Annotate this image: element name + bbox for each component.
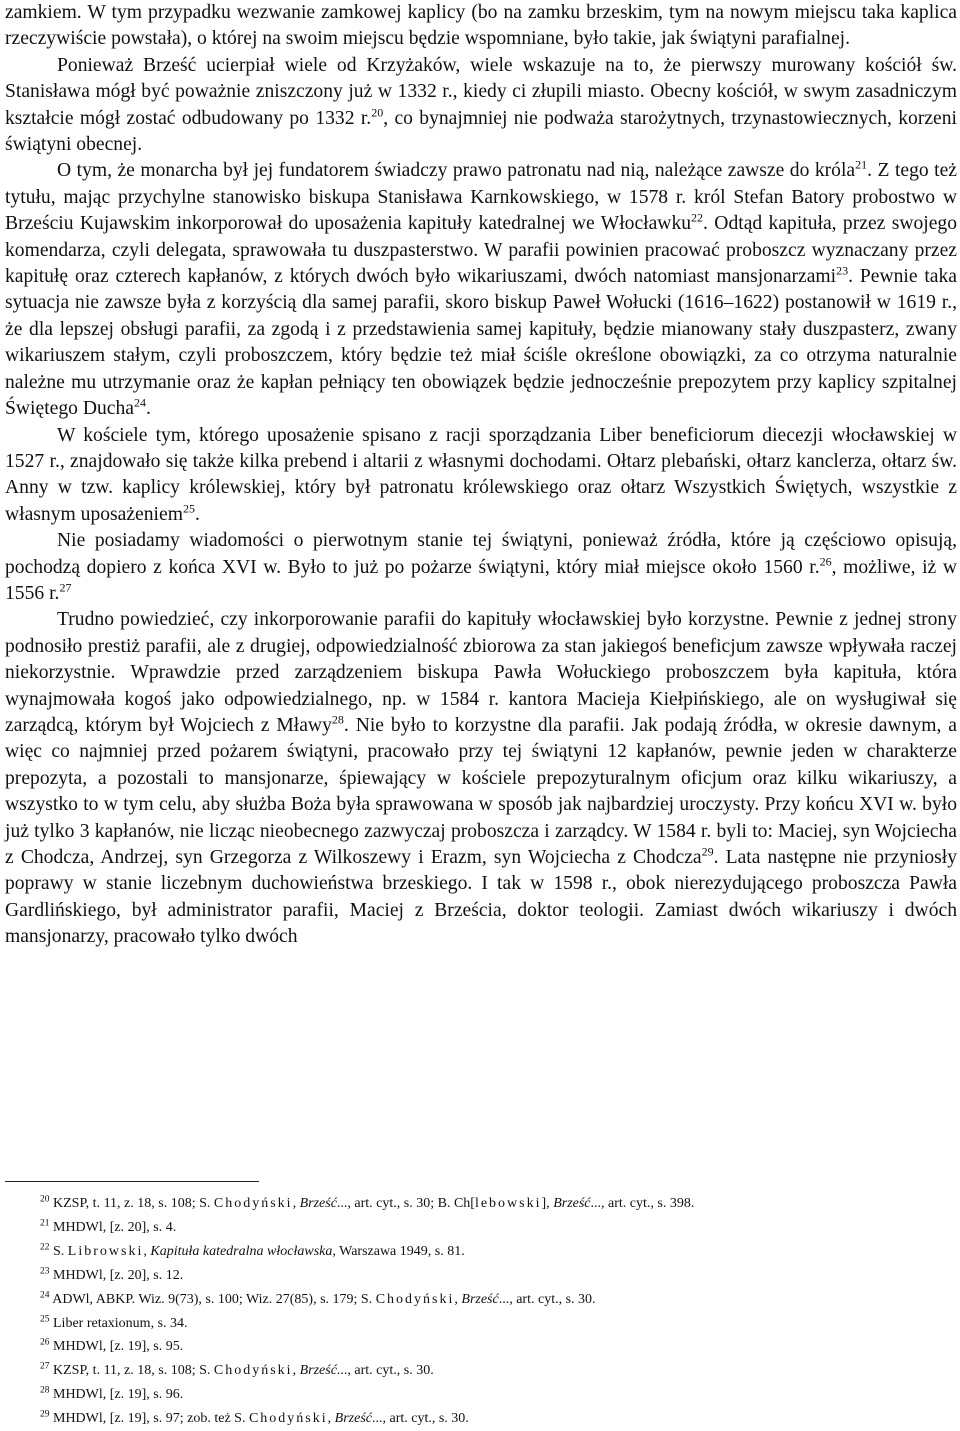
- footnote-number: 23: [40, 1266, 50, 1277]
- text-run: , co bynajmniej nie podważa starożytnych, trzynastowiecznych, korzeni świątyni obecnej.: [5, 107, 957, 156]
- footnote-number: 21: [40, 1218, 50, 1229]
- text-run: ..., art. cyt., s. 30.: [498, 1291, 596, 1307]
- paragraph: [5, 607, 957, 950]
- text-run: KZSP, t. 11, z. 18, s. 108; S.: [53, 1363, 214, 1379]
- text-run: ,: [454, 1291, 462, 1307]
- text-run: . Odtąd kapituła, przez swojego komendarza, czyli delegata, sprawowała tu duszpasterstwo. W parafii powinien pracować proboszcz wyznaczany przez kapitułę oraz czterech kapłanów, z których dwóch było wikariuszami, dwóch natomiast mansjonarzami: [5, 213, 958, 288]
- footnotes-section: [40, 1192, 940, 1431]
- footnote-reference[interactable]: 27: [59, 580, 72, 595]
- author-name: Chodyński: [248, 1411, 328, 1427]
- footnote-21: [40, 1216, 940, 1240]
- footnote-reference[interactable]: 21: [855, 157, 868, 172]
- footnote-reference[interactable]: 23: [836, 263, 849, 278]
- footnote-reference[interactable]: 24: [133, 395, 146, 410]
- paragraph: [5, 528, 957, 607]
- text-run: . Pewnie taka sytuacja nie zawsze była z korzyścią dla samej parafii, skoro biskup Paweł Wołucki (1616–1622) postanowił w 1619 r., że dla lepszej obsługi parafii, za zgodą i z przedstawienia samej kapituły, będzie mianowany stały duszpasterz, zwany wikariuszem stałym, czyli proboszczem, który będzie też miał ściśle określone obowiązki, za co otrzyma naturalnie należne mu utrzymanie oraz że kapłan pełniący ten obowiązek będzie jednocześnie prepozytem przy kaplicy szpitalnej Świętego Ducha: [5, 266, 957, 420]
- footnote-reference[interactable]: 25: [182, 501, 195, 516]
- text-run: O tym, że monarcha był jej fundatorem świadczy prawo patronatu nad nią, należące zawsze do króla: [57, 160, 856, 182]
- text-run: MHDWl, [z. 19], s. 95.: [53, 1339, 184, 1355]
- document-page: [5, 0, 958, 1427]
- text-run: ..., art. cyt., s. 398.: [590, 1196, 695, 1211]
- footnote-number: 22: [40, 1242, 50, 1253]
- footnote-25: [40, 1312, 940, 1336]
- footnote-number: 29: [40, 1409, 50, 1420]
- paragraph: [5, 158, 957, 422]
- footnote-28: [40, 1383, 940, 1407]
- footnote-number: 27: [40, 1361, 50, 1372]
- text-run: .: [194, 503, 200, 525]
- text-run: MHDWl, [z. 20], s. 4.: [53, 1219, 177, 1235]
- text-run: S.: [53, 1243, 68, 1259]
- footnote-reference[interactable]: 22: [691, 210, 704, 225]
- footnote-reference[interactable]: 26: [819, 554, 832, 568]
- footnote-29: [40, 1407, 940, 1431]
- footnote-24: [40, 1288, 940, 1312]
- citation-title: Brześć: [553, 1196, 591, 1211]
- text-run: ,: [143, 1243, 151, 1259]
- text-run: MHDWl, [z. 19], s. 97; zob. też S.: [53, 1411, 249, 1427]
- footnote-number: 26: [40, 1337, 50, 1348]
- text-run: MHDWl, [z. 20], s. 12.: [53, 1267, 184, 1283]
- footnote-22: [40, 1240, 940, 1264]
- text-run: ..., art. cyt., s. 30; B. Ch[: [336, 1196, 475, 1211]
- footnote-number: 20: [40, 1194, 50, 1205]
- main-text: [5, 0, 957, 951]
- citation-title: Brześć: [461, 1291, 499, 1307]
- text-run: ,: [292, 1363, 300, 1379]
- footnote-23: [40, 1264, 940, 1288]
- text-run: Liber retaxionum, s. 34.: [53, 1315, 188, 1331]
- citation-title: Brześć: [334, 1411, 372, 1427]
- author-name: Chodyński: [213, 1196, 293, 1211]
- text-run: ],: [541, 1196, 554, 1211]
- text-run: .: [145, 398, 151, 420]
- text-run: , możliwe, iż w 1556 r.: [5, 556, 957, 604]
- footnote-20: [40, 1192, 940, 1216]
- footnote-reference[interactable]: 28: [331, 712, 344, 727]
- text-run: ,: [327, 1411, 335, 1427]
- author-name: Librowski: [67, 1243, 144, 1259]
- footnote-reference[interactable]: 20: [371, 105, 384, 120]
- author-name: Chodyński: [375, 1291, 455, 1307]
- text-run: W kościele tym, którego uposażenie spisano z racji sporządzania Liber beneficiorum diecezji włocławskiej w 1527 r., znajdowało się także kilka prebend i altarii z własnymi dochodami. Ołtarz plebański, ołtarz kanclerza, ołtarz św. Anny w tzw. kaplicy królewskiej, który był patronatu królewskiego oraz ołtarz Wszystkich Świętych, wszystkie z własnym uposażeniem: [5, 424, 957, 525]
- text-run: ..., art. cyt., s. 30.: [371, 1411, 469, 1427]
- footnote-separator: [5, 1181, 259, 1182]
- text-run: ADWl, ABKP. Wiz. 9(73), s. 100; Wiz. 27(85), s. 179; S.: [52, 1291, 376, 1307]
- text-run: Trudno powiedzieć, czy inkorporowanie parafii do kapituły włocławskiej było korzystne. Pewnie z jednej strony podnosiło prestiż parafii, ale z drugiej, odpowiedzialność zbiorowa za stan jakiegoś beneficjum zawsze wpływała raczej niekorzystnie. Wprawdzie przed zarządzeniem biskupa Pawła Wołuckiego proboszczem była kapituła, która wynajmowała kogoś jako odpowiedzialnego, np. w 1584 r. kantora Macieja Kiełpińskiego, ale on wysługiwał się zarządcą, którym był Wojciech z Mławy: [5, 609, 957, 736]
- text-run: . Z tego też tytułu, mając przychylne stanowisko biskupa Stanisława Karnkowskiego, w 1578 r. król Stefan Batory probostwo w Brześciu Kujawskim inkorporował do uposażenia kapituły katedralnej we Włocławku: [5, 160, 958, 235]
- text-run: Nie posiadamy wiadomości o pierwotnym stanie tej świątyni, ponieważ źródła, które ją częściowo opisują, pochodzą dopiero z końca XVI w. Było to już po pożarze świątyni, który miał miejsce około 1560 r.: [5, 530, 957, 578]
- paragraph: [5, 53, 957, 159]
- footnote-number: 28: [40, 1385, 50, 1396]
- text-run: , Warszawa 1949, s. 81.: [332, 1243, 465, 1259]
- paragraph: [5, 0, 957, 53]
- text-run: KZSP, t. 11, z. 18, s. 108; S.: [53, 1196, 214, 1211]
- footnote-number: 24: [40, 1289, 50, 1300]
- citation-title: Brześć: [299, 1363, 337, 1379]
- text-run: zamkiem. W tym przypadku wezwanie zamkowej kaplicy (bo na zamku brzeskim, tym na nowym miejscu taka kaplica rzeczywiście powstała), o której na swoim miejscu będzie wspomniane, było takie, jak świątyni parafialnej.: [5, 2, 957, 50]
- text-run: ..., art. cyt., s. 30.: [336, 1363, 434, 1379]
- paragraph: [5, 423, 957, 529]
- text-run: ,: [292, 1196, 300, 1211]
- footnote-26: [40, 1335, 940, 1359]
- text-run: . Lata następne nie przyniosły poprawy w stanie liczebnym duchowieństwa brzeskiego. I tak w 1598 r., obok nierezydującego proboszcza Pawła Gardlińskiego, był administrator parafii, Maciej z Brześcia, doktor teologii. Zamiast dwóch wikariuszy i dwóch mansjonarzy, pracowało tylko dwóch: [5, 847, 957, 948]
- author-name: lebowski: [474, 1196, 542, 1211]
- text-run: MHDWl, [z. 19], s. 96.: [53, 1387, 184, 1403]
- citation-title: Kapituła katedralna włocławska: [150, 1243, 333, 1259]
- citation-title: Brześć: [299, 1196, 337, 1211]
- author-name: Chodyński: [213, 1363, 293, 1379]
- footnote-27: [40, 1359, 940, 1383]
- footnote-reference[interactable]: 29: [701, 844, 714, 859]
- text-run: . Nie było to korzystne dla parafii. Jak podają źródła, w okresie dawnym, a więc co najmniej przed pożarem świątyni, pracowało przy tej świątyni 12 kapłanów, pewnie jeden w charakterze prepozyta, a pozostali to mansjonarze, śpiewający w kościele prepozyturalnym oficjum oraz kilku wikariuszy, a wszystko to w tym celu, aby służba Boża była sprawowana w sposób jak najbardziej uroczysty. Przy końcu XVI w. było już tylko 3 kapłanów, nie licząc nieobecnego zazwyczaj proboszcza i zarządcy. W 1584 r. byli to: Maciej, syn Wojciecha z Chodcza, Andrzej, syn Grzegorza z Wilkoszewy i Erazm, syn Wojciecha z Chodcza: [5, 714, 957, 868]
- text-run: Ponieważ Brześć ucierpiał wiele od Krzyżaków, wiele wskazuje na to, że pierwszy murowany kościół św. Stanisława mógł być poważnie zniszczony już w 1332 r., kiedy ci złupili miasto. Obecny kościół, w swym zasadniczym kształcie mógł zostać odbudowany po 1332 r.: [5, 54, 957, 129]
- footnote-number: 25: [40, 1313, 50, 1324]
